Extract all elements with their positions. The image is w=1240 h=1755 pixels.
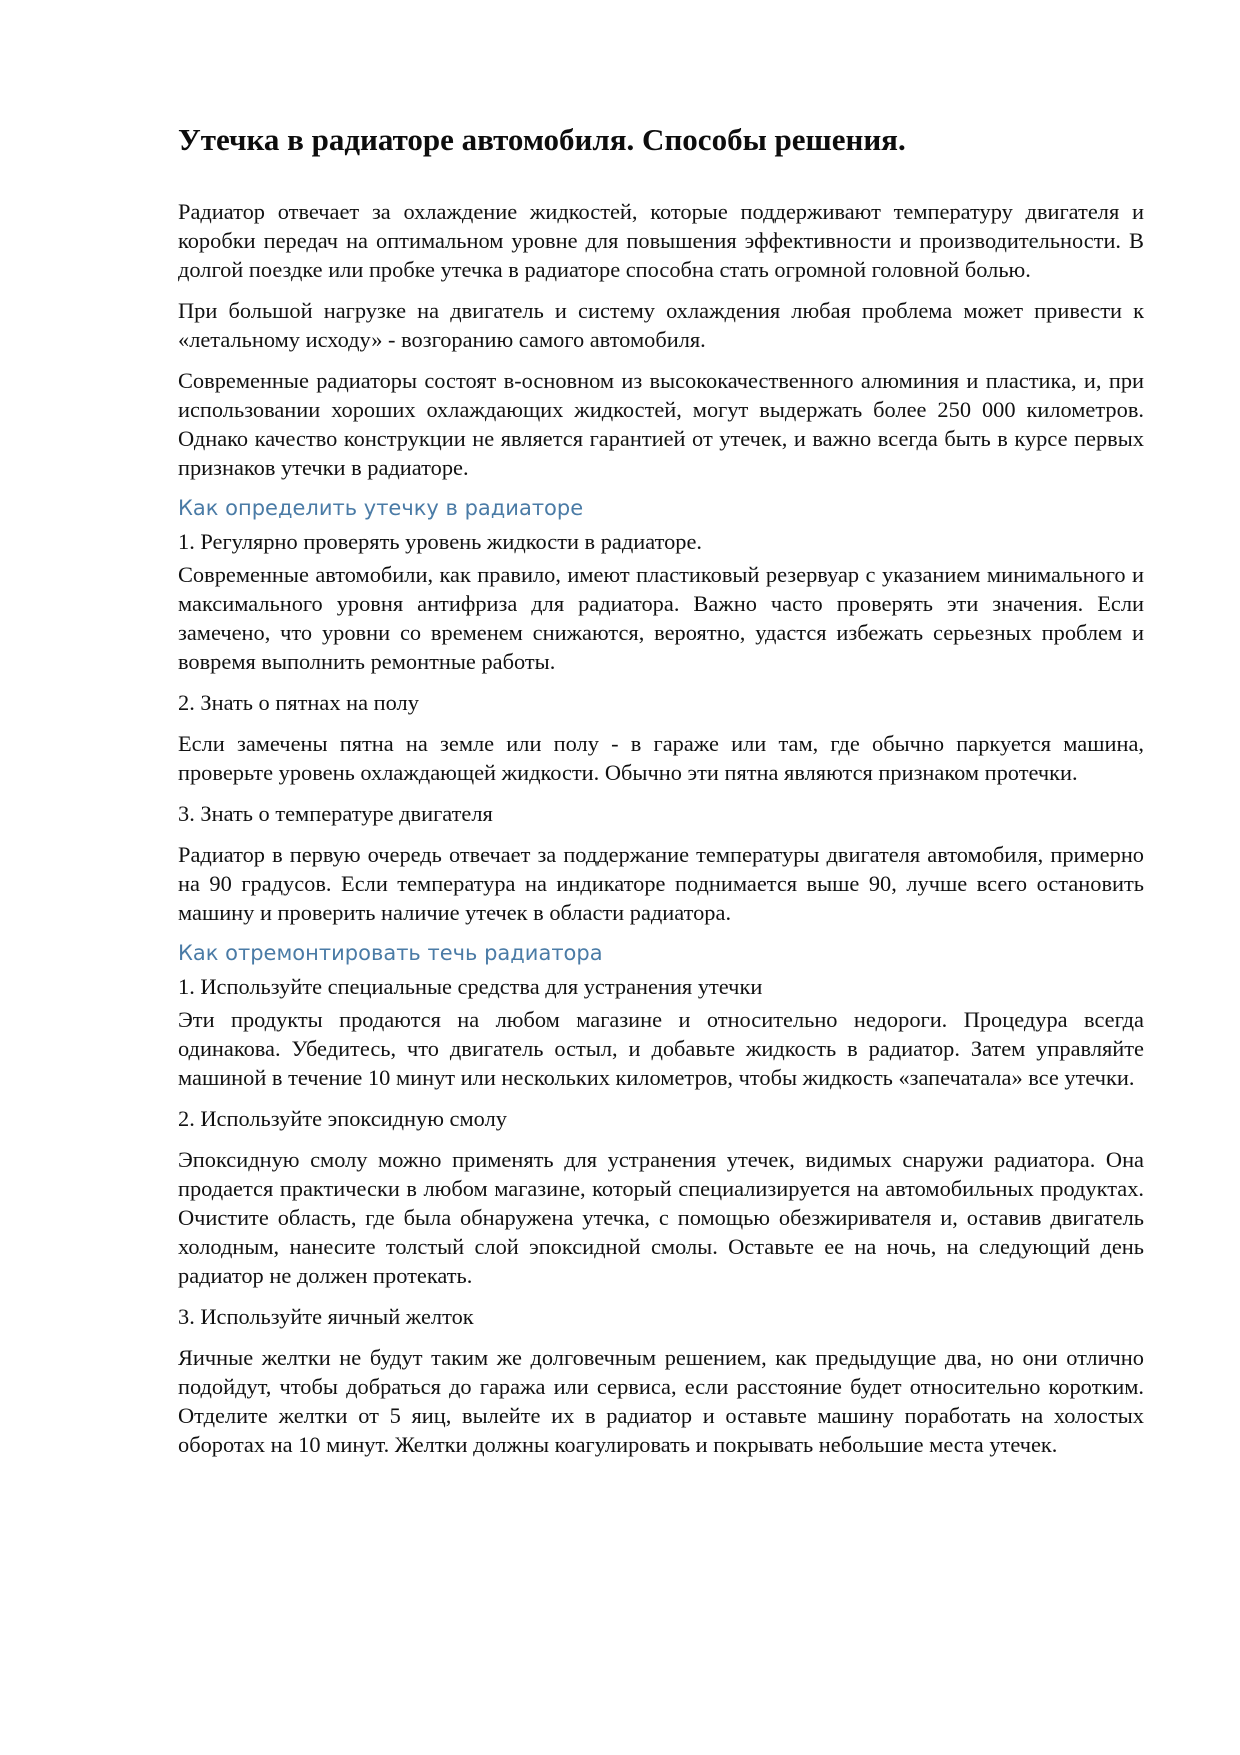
detect-item-2-text: Если замечены пятна на земле или полу - в гараже или там, где обычно паркуется машина, проверьте уровень охлаждающей жидкости. Обычно эти пятна являются признаком протечки. <box>178 731 1144 785</box>
repair-item-1-title: 1. Используйте специальные средства для устранения утечки <box>178 974 763 999</box>
detect-item-2-title: 2. Знать о пятнах на полу <box>178 690 419 715</box>
repair-item-3-text: Яичные желтки не будут таким же долговечным решением, как предыдущие два, но они отлично подойдут, чтобы добраться до гаража или сервиса, если расстояние будет относительно коротким. Отделите желтки от 5 яиц, вылейте их в радиатор и оставьте машину поработать на холостых оборотах на 10 минут. Желтки должны коагулировать и покрывать небольшие места утечек. <box>178 1345 1144 1457</box>
repair-item-2-text: Эпоксидную смолу можно применять для устранения утечек, видимых снаружи радиатора. Она продается практически в любом магазине, который специализируется на автомобильных продуктах. Очистите область, где была обнаружена утечка, с помощью обезжиривателя и, оставив двигатель холодным, нанесите толстый слой эпоксидной смолы. Оставьте ее на ночь, на следующий день радиатор не должен протекать. <box>178 1147 1144 1288</box>
intro-paragraph-3: Современные радиаторы состоят в-основном из высококачественного алюминия и пластика, и, при использовании хороших охлаждающих жидкостей, могут выдержать более 250 000 километров. Однако качество конструкции не является гарантией от утечек, и важно всегда быть в курсе первых признаков утечки в радиаторе. <box>178 368 1144 480</box>
section-heading-repair-leak: Как отремонтировать течь радиатора <box>178 941 603 965</box>
repair-item-3-title: 3. Используйте яичный желток <box>178 1304 474 1329</box>
section-heading-detect-leak: Как определить утечку в радиаторе <box>178 496 584 520</box>
detect-item-3-text: Радиатор в первую очередь отвечает за поддержание температуры двигателя автомобиля, примерно на 90 градусов. Если температура на индикаторе поднимается выше 90, лучше всего остановить машину и проверить наличие утечек в области радиатора. <box>178 842 1144 925</box>
repair-item-2-title: 2. Используйте эпоксидную смолу <box>178 1106 507 1131</box>
detect-item-1-text: Современные автомобили, как правило, имеют пластиковый резервуар с указанием минимального и максимального уровня антифриза для радиатора. Важно часто проверять эти значения. Если замечено, что уровни со временем снижаются, вероятно, удастся избежать серьезных проблем и вовремя выполнить ремонтные работы. <box>178 562 1144 674</box>
detect-item-3-title: 3. Знать о температуре двигателя <box>178 801 493 826</box>
detect-item-1-title: 1. Регулярно проверять уровень жидкости в радиаторе. <box>178 529 703 554</box>
intro-paragraph-1: Радиатор отвечает за охлаждение жидкостей, которые поддерживают температуру двигателя и коробки передач на оптимальном уровне для повышения эффективности и производительности. В долгой поездке или пробке утечка в радиаторе способна стать огромной головной болью. <box>178 199 1144 282</box>
document-title: Утечка в радиаторе автомобиля. Способы решения. <box>178 122 906 157</box>
repair-item-1-text: Эти продукты продаются на любом магазине и относительно недороги. Процедура всегда одинакова. Убедитесь, что двигатель остыл, и добавьте жидкость в радиатор. Затем управляйте машиной в течение 10 минут или нескольких километров, чтобы жидкость «запечатала» все утечки. <box>178 1007 1144 1090</box>
intro-paragraph-2: При большой нагрузке на двигатель и систему охлаждения любая проблема может привести к «летальному исходу» - возгоранию самого автомобиля. <box>178 298 1144 352</box>
